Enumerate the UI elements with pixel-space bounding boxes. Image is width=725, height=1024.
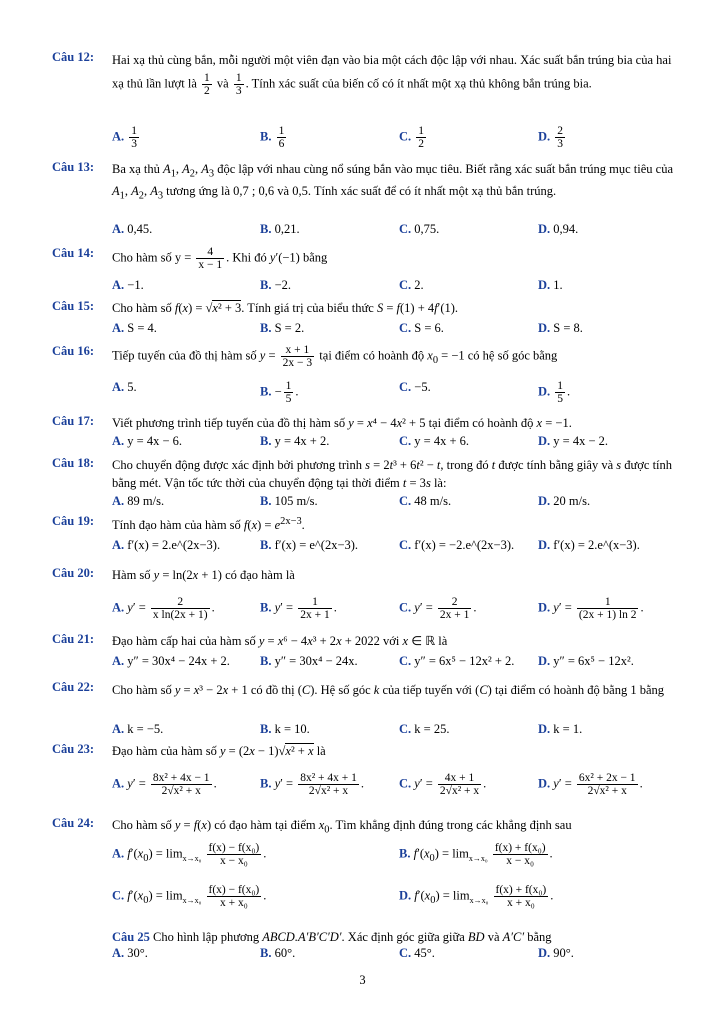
options-row <box>112 278 682 300</box>
option-a[interactable]: A. f′(x) = 2.e^(2x−3). <box>112 538 221 552</box>
option-a[interactable]: A. $f'(x_0) = \lim_{x\to x_0}$ $\frac{\text{f(x) − f(x₀)}}{\text{x − x₀}}$ . <box>112 842 267 868</box>
options-row <box>112 434 682 456</box>
question-24 <box>52 816 682 910</box>
options-row <box>112 946 682 968</box>
question-12 <box>52 50 682 151</box>
question-label: Câu 23: <box>52 742 95 756</box>
question-label: Câu 20: <box>52 566 95 580</box>
option-d[interactable]: D. k = 1. <box>538 722 583 736</box>
options-row <box>112 380 682 406</box>
question-18 <box>52 456 682 508</box>
question-stem: Tiếp tuyến của đồ thị hàm số y = $\frac{x + 1}{2x - 3}$ tại điểm có hoành độ $x_0 = -1$ có hệ số góc bằng <box>112 344 558 370</box>
page-number: 3 <box>359 973 366 987</box>
option-a[interactable]: A. 89 m/s. <box>112 494 165 508</box>
question-label: Câu 21: <box>52 632 95 646</box>
question-13 <box>52 160 682 236</box>
option-c[interactable]: C. −5. <box>399 380 431 394</box>
option-d[interactable]: D. 0,94. <box>538 222 579 236</box>
option-a[interactable]: A. 0,45. <box>112 222 153 236</box>
question-label: Câu 12: <box>52 50 95 64</box>
option-a[interactable]: A. y′ = $\frac{2}{\text{x ln(2x + 1)}}$ . <box>112 596 215 622</box>
option-c[interactable]: C. k = 25. <box>399 722 450 736</box>
option-c[interactable]: C. 48 m/s. <box>399 494 452 508</box>
option-b[interactable]: B. 60°. <box>260 946 296 960</box>
option-b[interactable]: B. y = 4x + 2. <box>260 434 330 448</box>
question-stem: Tính đạo hàm của hàm số $f(x) = e^{2x-3}$. <box>112 516 305 533</box>
question-17 <box>52 414 682 448</box>
question-25 <box>52 928 682 960</box>
option-a[interactable]: A. $\frac{1}{3}$ <box>112 125 138 151</box>
options-row <box>112 884 682 922</box>
option-b[interactable]: B. −2. <box>260 278 292 292</box>
option-c[interactable]: C. y″ = 6x⁵ − 12x² + 2. <box>399 654 515 668</box>
option-b[interactable]: B. k = 10. <box>260 722 310 736</box>
option-b[interactable]: B. S = 2. <box>260 321 305 335</box>
question-label: Câu 24: <box>52 816 95 830</box>
option-b[interactable]: B. − $\frac{1}{5}$ . <box>260 380 299 406</box>
question-stem: Hai xạ thủ cùng bắn, mỗi người một viên đạn vào bia một cách độc lập với nhau. Xác suất bắn trúng bia của hai xạ thủ lần lượt là $\frac{1}{2}$ và $\frac{1}{3}$ . Tính xác suất của biến cố có ít nhất một xạ thủ không bắn trúng bia. <box>112 53 672 97</box>
question-22 <box>52 680 682 736</box>
option-a[interactable]: A. y′ = $\frac{\text{8x² + 4x − 1}}{\text{2√x² + x}}$ . <box>112 772 217 798</box>
option-c[interactable]: C. y = 4x + 6. <box>399 434 470 448</box>
question-stem: Cho hàm số y = f(x) có đạo hàm tại điểm $x_0$. Tìm khẳng định đúng trong các khẳng định sau <box>112 818 572 836</box>
options-row <box>112 842 682 880</box>
question-label: Câu 16: <box>52 344 95 358</box>
question-stem: Cho hàm số y = x³ − 2x + 1 có đồ thị (C). Hệ số góc k của tiếp tuyến với (C) tại điểm có hoành độ bằng 1 bằng <box>112 683 664 697</box>
options-row <box>112 654 682 676</box>
option-d[interactable]: D. S = 8. <box>538 321 583 335</box>
question-label: Câu 25 <box>112 930 150 944</box>
question-21 <box>52 632 682 668</box>
option-a[interactable]: A. y = 4x − 6. <box>112 434 183 448</box>
question-15 <box>52 299 682 335</box>
option-b[interactable]: B. y′ = $\frac{1}{2x + 1}$ . <box>260 596 337 622</box>
option-d[interactable]: D. $f'(x_0) = \lim_{x\to x_0}$ $\frac{\text{f(x) + f(x₀)}}{\text{x + x₀}}$ . <box>399 884 554 910</box>
question-label: Câu 19: <box>52 514 95 528</box>
option-c[interactable]: C. 2. <box>399 278 424 292</box>
option-b[interactable]: B. 0,21. <box>260 222 300 236</box>
options-row <box>112 596 682 622</box>
question-label: Câu 18: <box>52 456 95 470</box>
option-b[interactable]: B. y″ = 30x⁴ − 24x. <box>260 654 358 668</box>
option-a[interactable]: A. 5. <box>112 380 137 394</box>
question-stem: Cho hàm số f(x) = √x² + 3. Tính giá trị của biểu thức S = f(1) + 4f′(1). <box>112 301 459 315</box>
option-d[interactable]: D. y′ = $\frac{\text{6x² + 2x − 1}}{\text{2√x² + x}}$ . <box>538 772 643 798</box>
option-c[interactable]: C. f′(x) = −2.e^(2x−3). <box>399 538 515 552</box>
options-row <box>112 494 682 516</box>
question-16 <box>52 344 682 406</box>
option-d[interactable]: D. 20 m/s. <box>538 494 591 508</box>
question-19 <box>52 514 682 552</box>
option-d[interactable]: D. f′(x) = 2.e^(x−3). <box>538 538 640 552</box>
option-b[interactable]: B. y′ = $\frac{\text{8x² + 4x + 1}}{\text{2√x² + x}}$ . <box>260 772 364 798</box>
option-b[interactable]: B. $\frac{1}{6}$ <box>260 125 285 151</box>
question-stem: Hàm số y = ln(2x + 1) có đạo hàm là <box>112 568 295 582</box>
option-c[interactable]: C. y′ = $\frac{2}{2x + 1}$ . <box>399 596 477 622</box>
option-c[interactable]: C. $f'(x_0) = \lim_{x\to x_0}$ $\frac{\text{f(x) − f(x₀)}}{\text{x + x₀}}$ . <box>112 884 267 910</box>
option-b[interactable]: B. f′(x) = e^(2x−3). <box>260 538 359 552</box>
option-d[interactable]: D. 1. <box>538 278 563 292</box>
option-c[interactable]: C. 45°. <box>399 946 435 960</box>
option-d[interactable]: D. y″ = 6x⁵ − 12x². <box>538 654 634 668</box>
option-c[interactable]: C. y′ = $\frac{4x + 1}{\text{2√x² + x}}$ . <box>399 772 487 798</box>
question-label: Câu 17: <box>52 414 95 428</box>
options-row <box>112 722 682 744</box>
option-a[interactable]: A. −1. <box>112 278 144 292</box>
option-b[interactable]: B. $f'(x_0) = \lim_{x\to x_0}$ $\frac{\text{f(x) + f(x₀)}}{\text{x − x₀}}$ . <box>399 842 553 868</box>
question-20 <box>52 566 682 622</box>
option-d[interactable]: D. y = 4x − 2. <box>538 434 609 448</box>
option-a[interactable]: A. 30°. <box>112 946 148 960</box>
question-stem: Đạo hàm của hàm số y = (2x − 1)√x² + x là <box>112 744 326 758</box>
option-d[interactable]: D. y′ = $\frac{1}{(2x + 1) \ln 2}$ . <box>538 596 644 622</box>
option-a[interactable]: A. y″ = 30x⁴ − 24x + 2. <box>112 654 230 668</box>
options-row <box>112 772 682 798</box>
option-d[interactable]: D. 90°. <box>538 946 574 960</box>
question-23 <box>52 742 682 798</box>
question-label: Câu 14: <box>52 246 95 260</box>
options-row <box>112 222 682 244</box>
question-stem: Câu 25 Cho hình lập phương ABCD.A′B′C′D′. Xác định góc giữa giữa BD và A′C′ bằng <box>112 930 552 944</box>
question-14 <box>52 246 682 292</box>
options-row <box>112 125 682 151</box>
option-c[interactable]: C. $\frac{1}{2}$ <box>399 125 425 151</box>
options-row <box>112 321 682 343</box>
option-c[interactable]: C. 0,75. <box>399 222 440 236</box>
question-label: Câu 22: <box>52 680 95 694</box>
question-label: Câu 13: <box>52 160 95 174</box>
question-stem: Viết phương trình tiếp tuyến của đồ thị hàm số y = x⁴ − 4x² + 5 tại điểm có hoành độ x = −1. <box>112 416 572 430</box>
options-row <box>112 538 682 560</box>
question-stem: Ba xạ thủ $A_1$, $A_2$, $A_3$ độc lập với nhau cùng nổ súng bắn vào mục tiêu. Biết rằng xác suất bắn trúng mục tiêu của $A_1$, $A_2$, $A_3$ tương ứng là 0,7 ; 0,6 và 0,5. Tính xác suất để có ít nhất một xạ thủ bắn trúng. <box>112 162 673 202</box>
question-stem: Cho hàm số y = $\frac{4}{x - 1}$ . Khi đó y′(−1) bằng <box>112 246 328 272</box>
option-d[interactable]: D. $\frac{2}{3}$ <box>538 125 564 151</box>
option-c[interactable]: C. S = 6. <box>399 321 444 335</box>
question-stem: Cho chuyển động được xác định bởi phương trình s = 2t³ + 6t² − t, trong đó t được tính bằng giây và s được tính bằng mét. Vận tốc tức thời của chuyển động tại thời điểm t = 3s là: <box>112 458 673 491</box>
option-d[interactable]: D. $\frac{1}{5}$ . <box>538 380 571 406</box>
option-a[interactable]: A. S = 4. <box>112 321 157 335</box>
option-b[interactable]: B. 105 m/s. <box>260 494 318 508</box>
question-label: Câu 15: <box>52 299 95 313</box>
option-a[interactable]: A. k = −5. <box>112 722 164 736</box>
question-stem: Đạo hàm cấp hai của hàm số y = x⁶ − 4x³ + 2x + 2022 với x ∈ ℝ là <box>112 634 448 648</box>
